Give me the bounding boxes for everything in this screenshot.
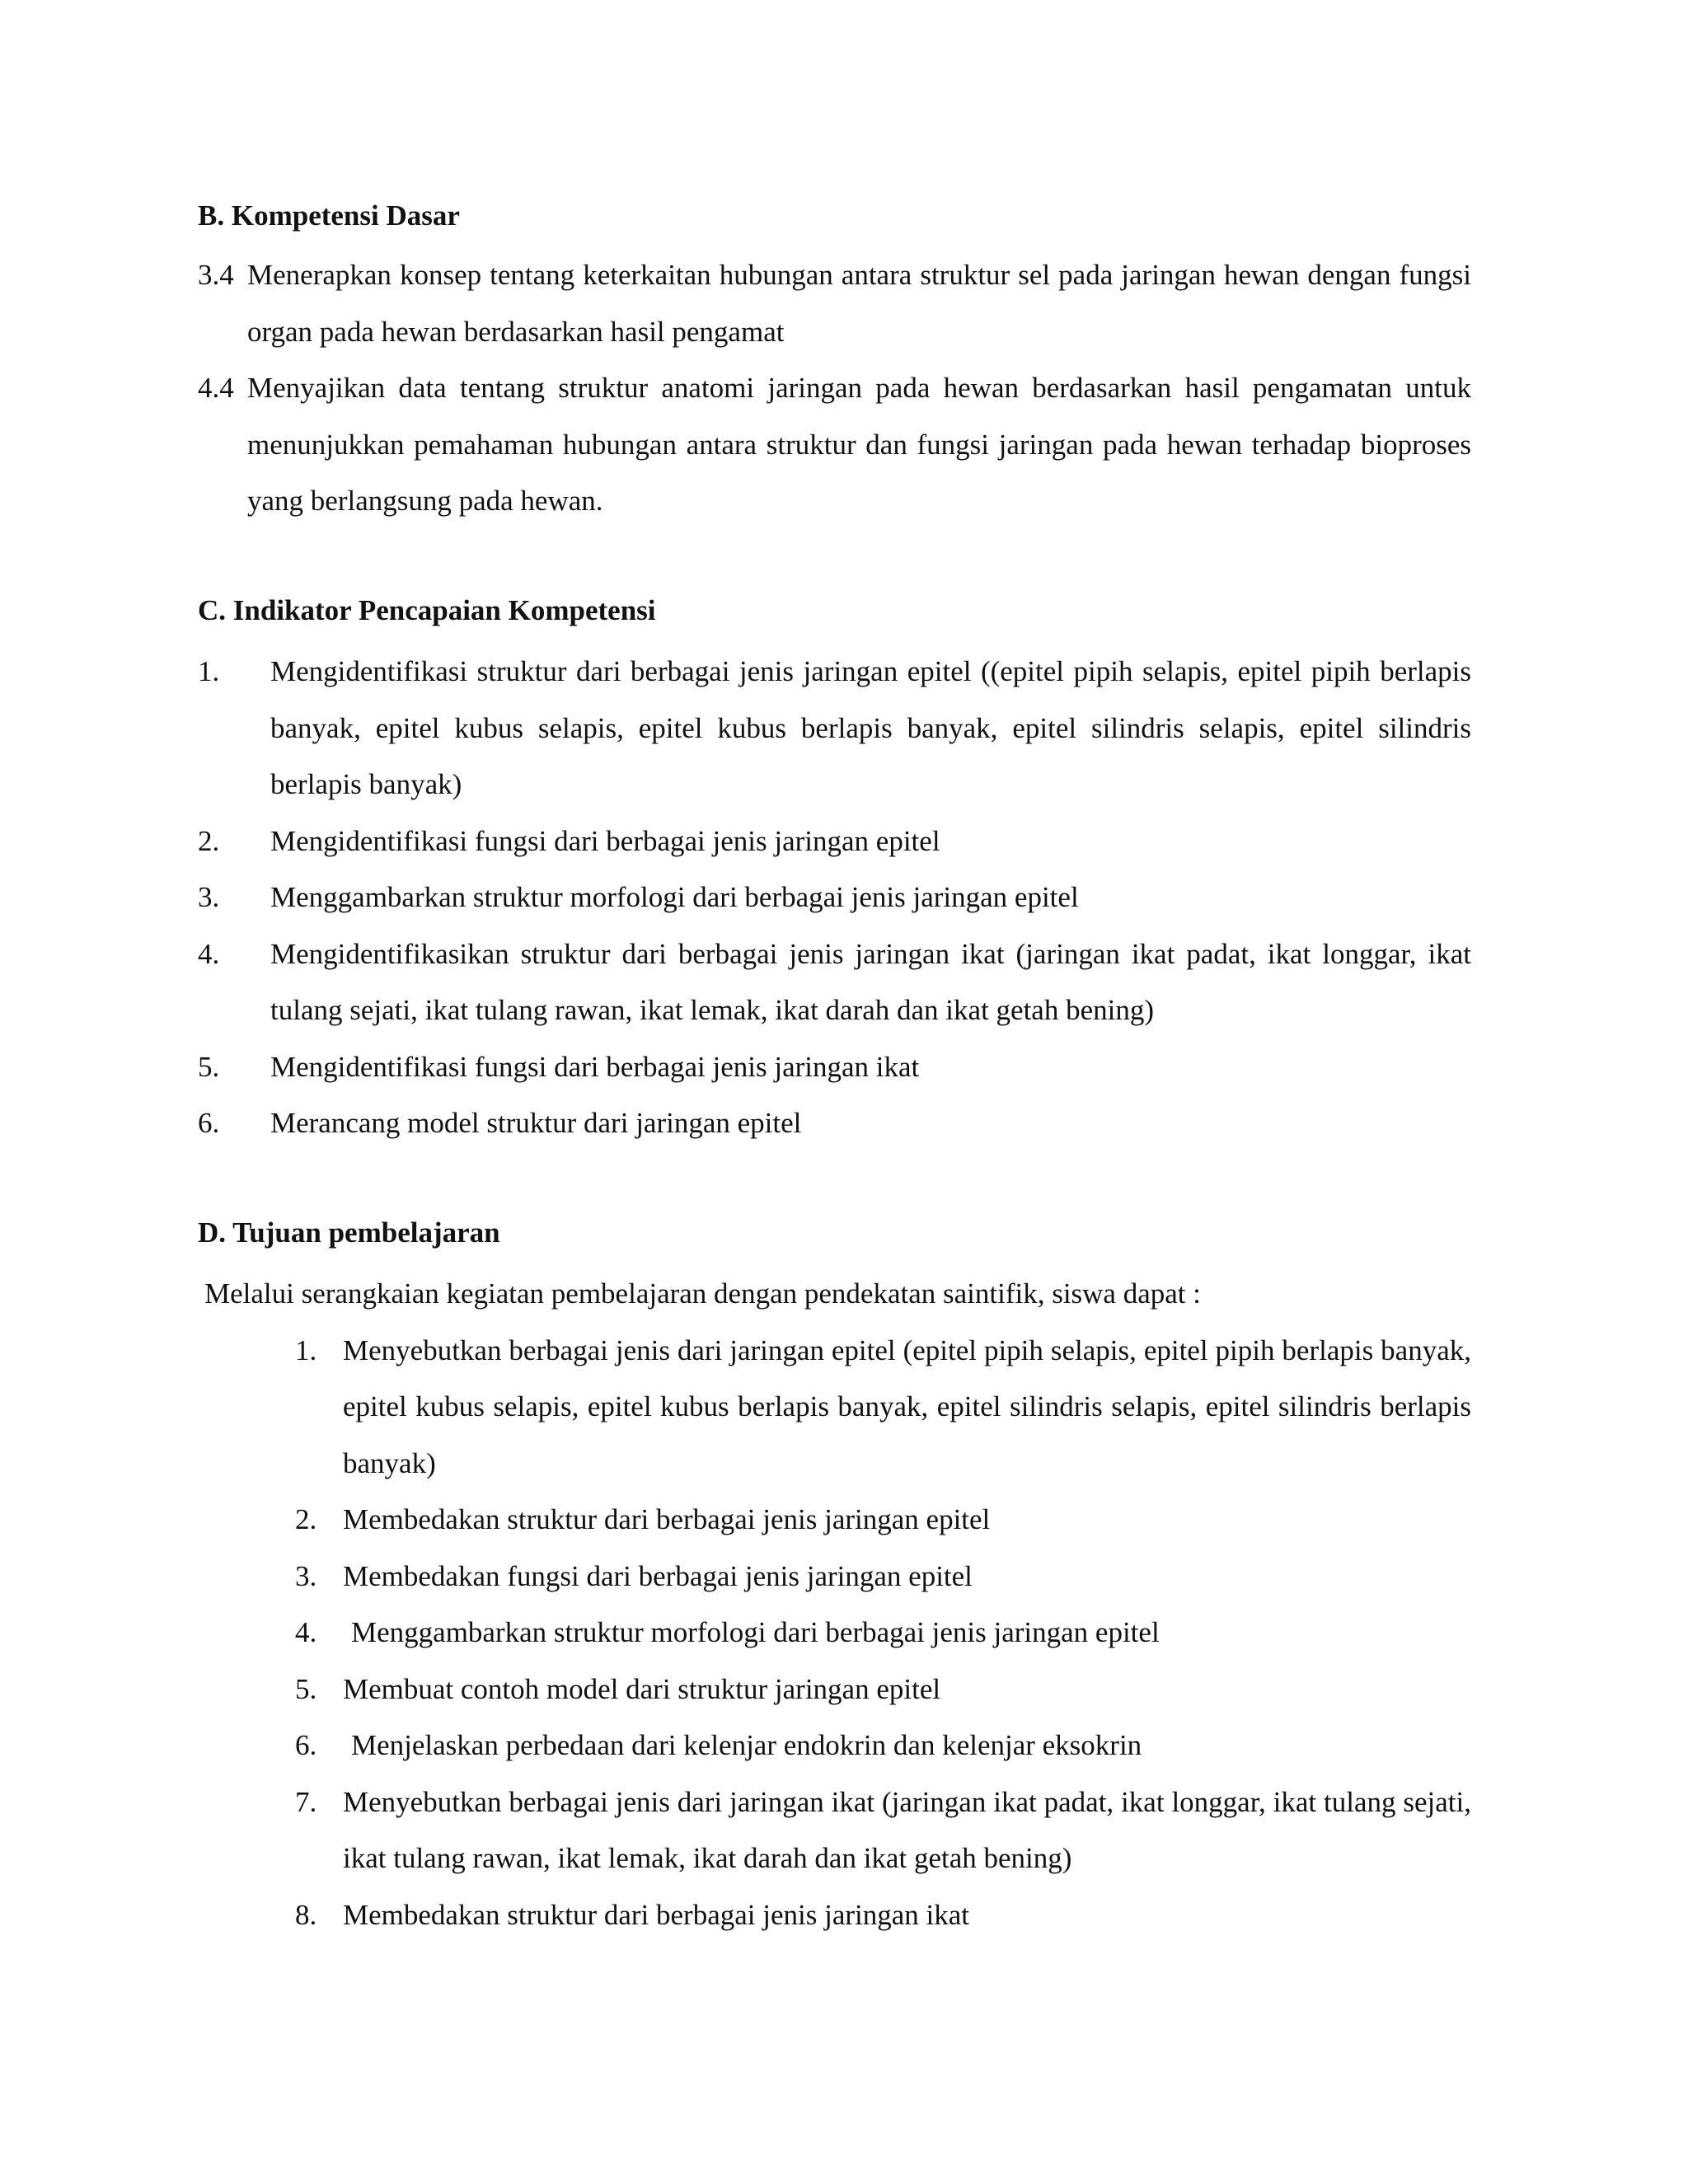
- section-kompetensi-dasar: [198, 194, 1471, 530]
- indicator-text: Mengidentifikasi struktur dari berbagai jenis jaringan epitel ((epitel pipih selapis, epitel pipih berlapis banyak, epitel kubus selapis, epitel kubus berlapis banyak, epitel silindris selapis, epitel silindris berlapis banyak): [270, 655, 1471, 800]
- indicator-item: [198, 1039, 1471, 1096]
- section-indikator: [198, 589, 1471, 1152]
- goal-number: 5.: [295, 1672, 317, 1705]
- goal-list: [295, 1323, 1471, 1944]
- indicator-number: 4.: [198, 937, 220, 970]
- section-c-heading: C. Indikator Pencapaian Kompetensi: [198, 594, 656, 626]
- goal-text: Membedakan struktur dari berbagai jenis jaringan ikat: [343, 1898, 970, 1931]
- kd-item-text: Menyajikan data tentang struktur anatomi jaringan pada hewan berdasarkan hasil pengamatan untuk menunjukkan pemahaman hubungan antara struktur dan fungsi jaringan pada hewan terhadap bioproses yang berlangsung pada hewan.: [247, 372, 1471, 517]
- goal-item: [295, 1661, 1471, 1718]
- indicator-item: [198, 644, 1471, 813]
- indicator-number: 2.: [198, 824, 220, 857]
- goal-number: 4.: [295, 1616, 317, 1648]
- section-d-heading: D. Tujuan pembelajaran: [198, 1216, 500, 1249]
- indicator-item: [198, 869, 1471, 926]
- goal-number: 2.: [295, 1503, 317, 1535]
- kd-item-number: 3.4: [198, 259, 234, 291]
- kd-item: [198, 247, 1471, 360]
- kd-item-text: Menerapkan konsep tentang keterkaitan hubungan antara struktur sel pada jaringan hewan dengan fungsi organ pada hewan berdasarkan hasil pengamat: [247, 259, 1471, 348]
- indicator-item: [198, 813, 1471, 870]
- goal-number: 1.: [295, 1333, 317, 1366]
- goal-item: [295, 1549, 1471, 1605]
- section-tujuan-pembelajaran: [198, 1212, 1471, 1943]
- goal-text: Menyebutkan berbagai jenis dari jaringan epitel (epitel pipih selapis, epitel pipih berlapis banyak, epitel kubus selapis, epitel kubus berlapis banyak, epitel silindris selapis, epitel silindris berlapis banyak): [343, 1333, 1471, 1479]
- goal-text: Menggambarkan struktur morfologi dari berbagai jenis jaringan epitel: [351, 1616, 1160, 1648]
- goal-number: 6.: [295, 1729, 317, 1761]
- goal-item: [295, 1605, 1471, 1661]
- kd-item: [198, 360, 1471, 530]
- indicator-item: [198, 926, 1471, 1039]
- goal-text: Menyebutkan berbagai jenis dari jaringan ikat (jaringan ikat padat, ikat longgar, ikat tulang sejati, ikat tulang rawan, ikat lemak, ikat darah dan ikat getah bening): [343, 1785, 1471, 1874]
- goal-item: [295, 1774, 1471, 1887]
- goal-number: 8.: [295, 1898, 317, 1931]
- goal-item: [295, 1323, 1471, 1493]
- indicator-text: Menggambarkan struktur morfologi dari berbagai jenis jaringan epitel: [270, 881, 1079, 913]
- goal-item: [295, 1492, 1471, 1549]
- section-b-heading: B. Kompetensi Dasar: [198, 199, 460, 232]
- section-d-intro: Melalui serangkaian kegiatan pembelajaran dengan pendekatan saintifik, siswa dapat :: [204, 1277, 1201, 1310]
- goal-text: Membuat contoh model dari struktur jaringan epitel: [343, 1672, 941, 1705]
- indicator-text: Mengidentifikasi fungsi dari berbagai jenis jaringan ikat: [270, 1050, 920, 1083]
- goal-text: Menjelaskan perbedaan dari kelenjar endokrin dan kelenjar eksokrin: [351, 1729, 1142, 1761]
- indicator-number: 1.: [198, 655, 220, 687]
- goal-number: 7.: [295, 1785, 317, 1818]
- indicator-number: 6.: [198, 1107, 220, 1139]
- indicator-item: [198, 1095, 1471, 1152]
- indicator-text: Mengidentifikasikan struktur dari berbagai jenis jaringan ikat (jaringan ikat padat, ikat longgar, ikat tulang sejati, ikat tulang rawan, ikat lemak, ikat darah dan ikat getah bening): [270, 937, 1471, 1026]
- goal-item: [295, 1718, 1471, 1774]
- indicator-number: 3.: [198, 881, 220, 913]
- goal-text: Membedakan struktur dari berbagai jenis jaringan epitel: [343, 1503, 991, 1535]
- goal-item: [295, 1887, 1471, 1944]
- indicator-text: Merancang model struktur dari jaringan epitel: [270, 1107, 802, 1139]
- goal-text: Membedakan fungsi dari berbagai jenis jaringan epitel: [343, 1559, 973, 1592]
- indicator-text: Mengidentifikasi fungsi dari berbagai jenis jaringan epitel: [270, 824, 940, 857]
- kd-item-number: 4.4: [198, 372, 234, 404]
- goal-number: 3.: [295, 1559, 317, 1592]
- indicator-number: 5.: [198, 1050, 220, 1083]
